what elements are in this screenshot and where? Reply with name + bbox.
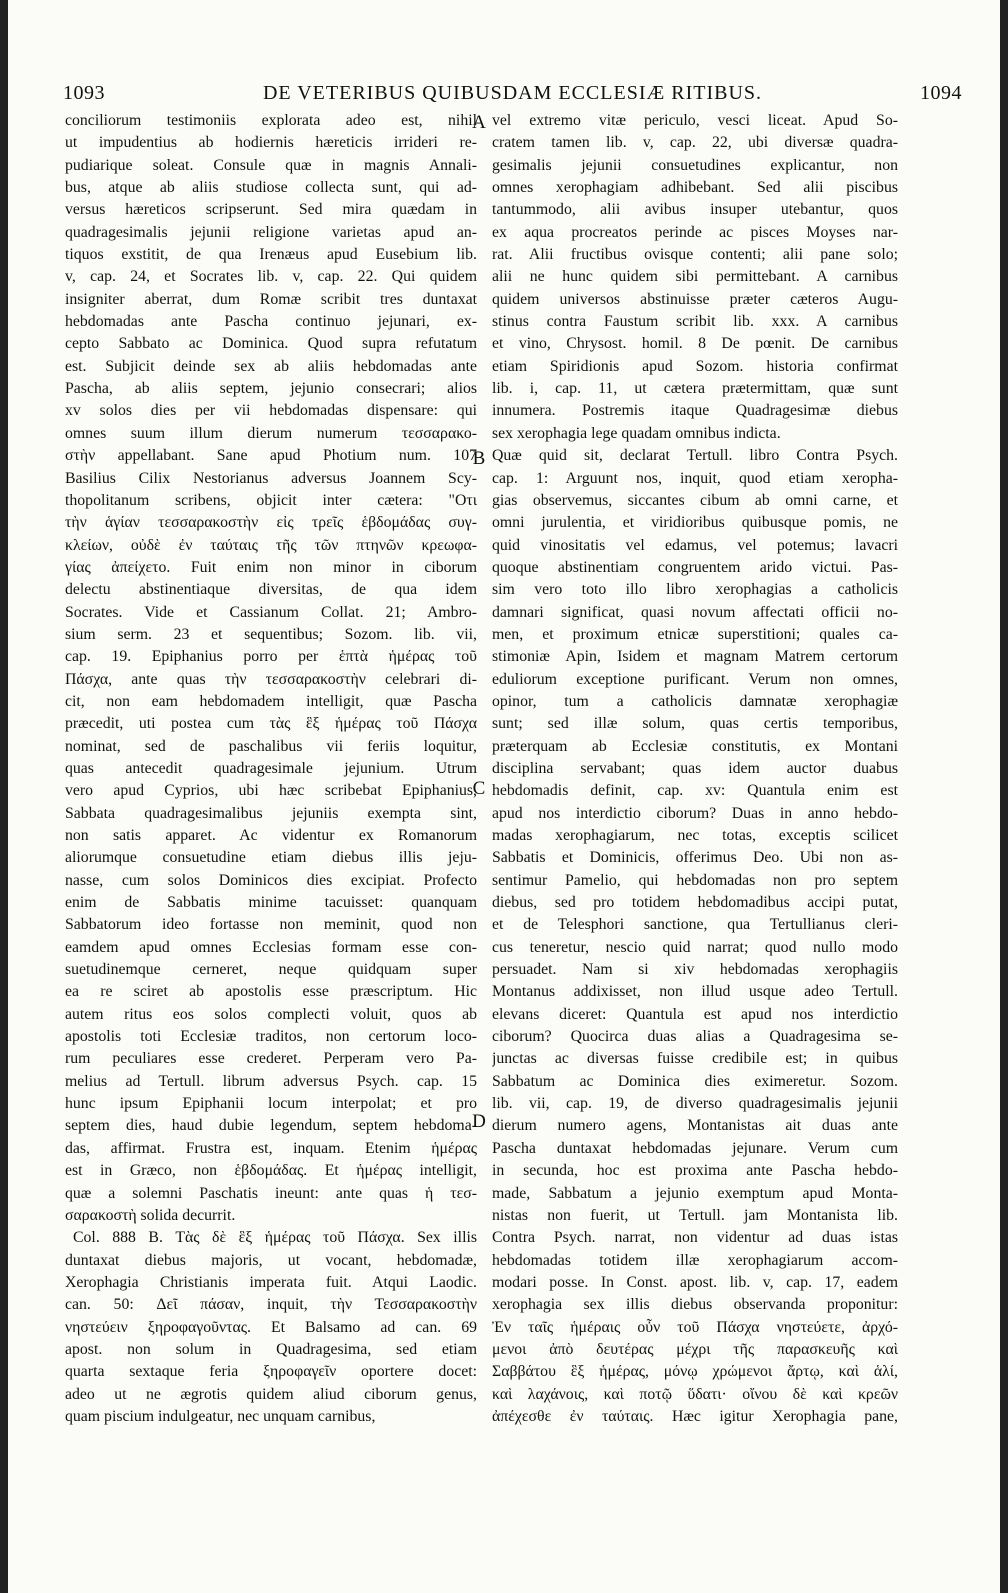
text-line: hunc ipsum Epiphanii locum interpolat; et pro xyxy=(65,1095,477,1113)
text-line: in secunda, hoc est proxima ante Pascha hebdo- xyxy=(492,1162,898,1180)
text-line: Pascha duntaxat hebdomadas jejunare. Verum cum xyxy=(492,1139,898,1157)
text-line: et vino, Chrysost. homil. 8 De pœnit. De carnibus xyxy=(492,335,898,353)
section-marker-d: D xyxy=(472,1111,486,1132)
section-marker-a: A xyxy=(472,112,486,133)
text-line: rum peculiares esse crederet. Perperam vero Pa- xyxy=(65,1050,477,1068)
text-line: cap. 1: Arguunt nos, inquit, quod etiam xeropha- xyxy=(492,469,898,487)
text-line: gesimalis jejunii consuetudines explicantur, non xyxy=(492,156,898,174)
text-line: cus teneretur, nescio quid narrat; quod nullo modo xyxy=(492,938,898,956)
text-line: alii ne hunc quidem sibi permittebant. A carnibus xyxy=(492,268,898,286)
text-line: septem dies, haud dubie legendum, septem hebdoma- xyxy=(65,1117,477,1135)
page-number-left: 1093 xyxy=(63,82,105,104)
text-line: hebdomadas totidem illæ xerophagiarum accom- xyxy=(492,1251,898,1269)
running-header xyxy=(63,82,962,112)
text-line: Σαββάτου ἓξ ἡμέρας, μόνῳ χρώμενοι ἄρτῳ, καὶ ἁλί, xyxy=(492,1363,898,1381)
text-line: damnari significat, quasi novum affectati officii no- xyxy=(492,603,898,621)
text-line: omni jurulentia, et viridioribus quibusque pomis, ne xyxy=(492,514,898,532)
text-line: can. 50: Δεῖ πάσαν, inquit, τὴν Τεσσαρακοστὴν xyxy=(65,1296,477,1314)
text-line: innumera. Postremis itaque Quadragesimæ diebus xyxy=(492,402,898,420)
text-line: est in Græco, non ἑβδομάδας. Et ἡμέρας intelligit, xyxy=(65,1162,477,1180)
text-line: Sabbatum ac Dominica dies eximeretur. Sozom. xyxy=(492,1072,898,1090)
text-line: nistas non fuerit, ut Tertull. jam Montanista lib. xyxy=(492,1206,898,1224)
text-line: quadragesimalis jejunii religione varietas apud an- xyxy=(65,223,477,241)
text-line: Montanus addixisset, non illud usque adeo Tertull. xyxy=(492,983,898,1001)
text-line: autem ritus eos solos complecti voluit, quos ab xyxy=(65,1005,477,1023)
text-line: rat. Alii fructibus ovisque contenti; alii pane solo; xyxy=(492,246,898,264)
text-line: sentimur Pamelio, qui hebdomadas non pro septem xyxy=(492,871,898,889)
text-line: κλείων, οὐδὲ ἐν ταύταις τῆς τῶν πτηνῶν κρεωφα- xyxy=(65,536,477,554)
text-line: quam piscium indulgeatur, nec unquam carnibus, xyxy=(65,1407,376,1425)
text-line: made, Sabbatum a jejunio exemptum apud Monta- xyxy=(492,1184,898,1202)
text-line: vero apud Cyprios, ubi hæc scribebat Epiphanius, xyxy=(65,782,477,800)
text-line: dierum numero agens, Montanistas ait duas ante xyxy=(492,1117,898,1135)
text-line: præterquam ab Ecclesiæ constitutis, ex Montani xyxy=(492,737,898,755)
text-line: melius ad Tertull. librum adversus Psych. cap. 15 xyxy=(65,1072,477,1090)
text-line: elevans diceret: Quantula est apud nos interdictio xyxy=(492,1005,898,1023)
text-line: Socrates. Vide et Cassianum Collat. 21; Ambro- xyxy=(65,603,477,621)
text-line: ea re sciret ab apostolis esse præscriptum. Hic xyxy=(65,983,477,1001)
text-line: ex aqua procreatos perinde ac pisces Moyses nar- xyxy=(492,223,898,241)
text-line: Contra Psych. narrat, non videntur ad duas istas xyxy=(492,1229,898,1247)
text-line: men, et proximum etnicæ superstitioni; quales ca- xyxy=(492,625,898,643)
section-marker-b: B xyxy=(472,448,486,469)
text-line: eamdem apud omnes Ecclesias formam esse con- xyxy=(65,938,477,956)
text-line: quoque abstinentiam congruentem arido victui. Pas- xyxy=(492,558,898,576)
text-line: Xerophagia Christianis imperata fuit. Atqui Laodic. xyxy=(65,1273,477,1291)
text-line: Sabbatis et Dominicis, offerimus Deo. Ubi non as- xyxy=(492,849,898,867)
text-line: sium serm. 23 et sequentibus; Sozom. lib. vii, xyxy=(65,625,477,643)
text-line: ἀπέχεσθε ἐν ταύταις. Hæc igitur Xerophagia pane, xyxy=(492,1407,898,1425)
text-line: madas xerophagiarum, nec totas, exceptis scilicet xyxy=(492,827,898,844)
text-line: nominat, sed de paschalibus vii feriis loquitur, xyxy=(65,737,477,755)
text-line: modari posse. In Const. apost. lib. v, cap. 17, eadem xyxy=(492,1273,898,1291)
text-line: enim de Sabbatis minime tacuisset: quanquam xyxy=(65,894,477,912)
text-line: καὶ λαχάνοις, καὶ ποτῷ ὕδατι· οἴνου δὲ καὶ κρεῶν xyxy=(492,1385,898,1403)
text-line: diebus, sed pro totidem hebdomadibus accipi putat, xyxy=(492,894,898,912)
text-line: omnes xerophagiam adhibebant. Sed alii piscibus xyxy=(492,179,898,197)
text-line: gias observemus, siccantes cibum ab omni carne, et xyxy=(492,491,898,509)
text-line: apud nos interdictio ciborum? Duas in anno hebdo- xyxy=(492,804,898,822)
section-marker-c: C xyxy=(472,778,486,799)
text-line: das, affirmat. Frustra est, inquam. Etenim ἡμέρας xyxy=(65,1139,477,1157)
text-line: lib. vii, cap. 19, de diverso quadragesimalis jejunii xyxy=(492,1095,898,1113)
text-line: bus, atque ab aliis studiose collecta sunt, qui ad- xyxy=(65,179,477,197)
text-line: tantummodo, alii avibus insuper utebantur, quos xyxy=(492,201,898,219)
text-line: delectu abstinentiaque diversitas, de qua idem xyxy=(65,581,477,599)
text-line: et de Telesphori sanctione, qua Tertullianus cleri- xyxy=(492,916,898,934)
text-line: persuadet. Nam si xiv hebdomadas xerophagiis xyxy=(492,961,898,979)
text-line: xerophagia sex illis diebus observanda proponitur: xyxy=(492,1296,898,1314)
text-line: tiquos exstitit, de qua Irenæus apud Eusebium lib. xyxy=(65,246,477,264)
text-line: aliorumque consuetudine etiam diebus illis jeju- xyxy=(65,849,477,867)
text-line: νηστεύειν ξηροφαγοῦντας. Et Balsamo ad can. 69 xyxy=(65,1318,477,1336)
text-line: xv solos dies per vii hebdomadas dispensare: qui xyxy=(65,402,477,420)
running-title: DE VETERIBUS QUIBUSDAM ECCLESIÆ RITIBUS. xyxy=(262,82,763,104)
text-line: ciborum? Quocirca duas alias a Quadragesima se- xyxy=(492,1028,898,1046)
text-line: adeo ut ne ægrotis quidem aliud ciborum genus, xyxy=(65,1385,477,1403)
text-line: hebdomadis definit, cap. xv: Quantula enim est xyxy=(492,782,898,800)
text-line: apostolis toti Ecclesiæ traditos, non certorum loco- xyxy=(65,1028,477,1046)
text-line: quæ a solemni Paschatis ineunt: ante quas ἡ τεσ- xyxy=(65,1184,477,1202)
text-line: sim vero toto illo libro xerophagias a catholicis xyxy=(492,581,898,599)
text-line: opinor, tum a catholicis damnatæ xerophagiæ xyxy=(492,692,898,710)
text-line: μενοι ἀπὸ δευτέρας μέχρι τῆς παρασκευῆς καὶ xyxy=(492,1340,898,1358)
text-line: non satis apparet. Ac videntur ex Romanorum xyxy=(65,827,477,844)
text-line: v, cap. 24, et Socrates lib. v, cap. 22. Qui quidem xyxy=(65,268,477,286)
text-line: σαρακοστὴ solida decurrit. xyxy=(65,1206,236,1224)
text-line: quas antecedit quadragesimale jejunium. Utrum xyxy=(65,759,477,777)
text-line: quid vinositatis vel edamus, vel potemus; lavacri xyxy=(492,536,898,554)
text-line: disciplina servabant; quas idem auctor duabus xyxy=(492,759,898,777)
text-line: insigniter aberrat, dum Romæ scribit tres duntaxat xyxy=(65,290,477,308)
text-line: versus hæreticos scripserunt. Sed mira quædam in xyxy=(65,201,477,219)
text-line: hebdomadas ante Pascha continuo jejunari, ex- xyxy=(65,313,477,331)
page-number-right: 1094 xyxy=(920,82,962,104)
text-line: στὴν appellabant. Sane apud Photium num. 107 xyxy=(65,447,477,465)
text-line: τὴν ἁγίαν τεσσαρακοστὴν εἰς τρεῖς ἑβδομάδας συγ- xyxy=(65,514,477,532)
text-line: Col. 888 B. Τὰς δὲ ἓξ ἡμέρας τοῦ Πάσχα. Sex illis xyxy=(73,1229,477,1247)
text-line: Quæ quid sit, declarat Tertull. libro Contra Psych. xyxy=(492,447,898,465)
text-line: etiam Spiridionis apud Sozom. historia confirmat xyxy=(492,357,898,375)
text-line: præcedit, uti postea cum τὰς ἓξ ἡμέρας τοῦ Πάσχα xyxy=(65,715,477,733)
left-text-column xyxy=(65,110,477,1570)
text-line: cepto Sabbato ac Dominica. Quod supra refutatum xyxy=(65,335,477,353)
text-line: lib. i, cap. 11, ut cætera prætermittam, quæ sunt xyxy=(492,380,898,398)
text-line: apost. non solum in Quadragesima, sed etiam xyxy=(65,1340,477,1358)
text-line: cratem tamen lib. v, cap. 22, ubi diversæ quadra- xyxy=(492,134,898,152)
text-line: cap. 19. Epiphanius porro per ἑπτὰ ἡμέρας τοῦ xyxy=(65,648,477,666)
text-line: stinus contra Faustum scribit lib. xxx. A carnibus xyxy=(492,313,898,331)
text-line: Πάσχα, ante quas τὴν τεσσαρακοστὴν celebrari di- xyxy=(65,670,477,688)
text-line: omnes suum illum dierum numerum τεσσαρακο- xyxy=(65,424,477,442)
right-text-column xyxy=(492,110,898,1570)
text-line: eduliorum exceptione purificant. Verum non omnes, xyxy=(492,670,898,688)
text-line: Sabbatorum ideo fortasse non meminit, quod non xyxy=(65,916,477,934)
text-line: Basilius Cilix Nestorianus adversus Joannem Scy- xyxy=(65,469,477,487)
text-line: nasse, cum solos Dominicos dies excipiat. Profecto xyxy=(65,871,477,889)
text-line: sunt; sed illæ solum, quas certis temporibus, xyxy=(492,715,898,733)
text-line: thopolitanum scribens, objicit inter cætera: "Οτι xyxy=(65,491,477,509)
text-line: vel extremo vitæ periculo, vesci liceat. Apud So- xyxy=(492,112,898,129)
text-line: quidem universos abstinuisse præter cæteros Augu- xyxy=(492,290,898,308)
text-line: suetudinemque cerneret, neque quidquam super xyxy=(65,961,477,979)
text-line: est. Subjicit deinde sex ab aliis hebdomadas ante xyxy=(65,357,477,375)
text-line: stimoniæ Apin, Isidem et magnam Matrem certorum xyxy=(492,648,898,666)
text-line: γίας ἀπείχετο. Fuit enim non minor in ciborum xyxy=(65,558,477,576)
text-line: duntaxat diebus majoris, ut vocant, hebdomadæ, xyxy=(65,1251,477,1269)
text-line: sex xerophagia lege quadam omnibus indicta. xyxy=(492,424,781,442)
text-line: conciliorum testimoniis explorata adeo est, nihil xyxy=(65,112,477,129)
text-line: junctas ac diversas fuisse credibile est; in quibus xyxy=(492,1050,898,1068)
text-line: pudiarique soleat. Consule quæ in magnis Annali- xyxy=(65,156,477,174)
text-line: Ἐν ταῖς ἡμέραις οὖν τοῦ Πάσχα νηστεύετε, ἀρχό- xyxy=(492,1318,898,1336)
text-line: Sabbata quadragesimalibus jejuniis exempta sint, xyxy=(65,804,477,822)
text-line: ut impudentius ab hodiernis hæreticis irrideri re- xyxy=(65,134,477,152)
text-line: cit, non eam hebdomadem intelligit, quæ Pascha xyxy=(65,692,477,710)
text-line: quarta sextaque feria ξηροφαγεῖν oportere docet: xyxy=(65,1363,477,1381)
text-line: Pascha, ab aliis septem, jejunio consecrari; alios xyxy=(65,380,477,398)
